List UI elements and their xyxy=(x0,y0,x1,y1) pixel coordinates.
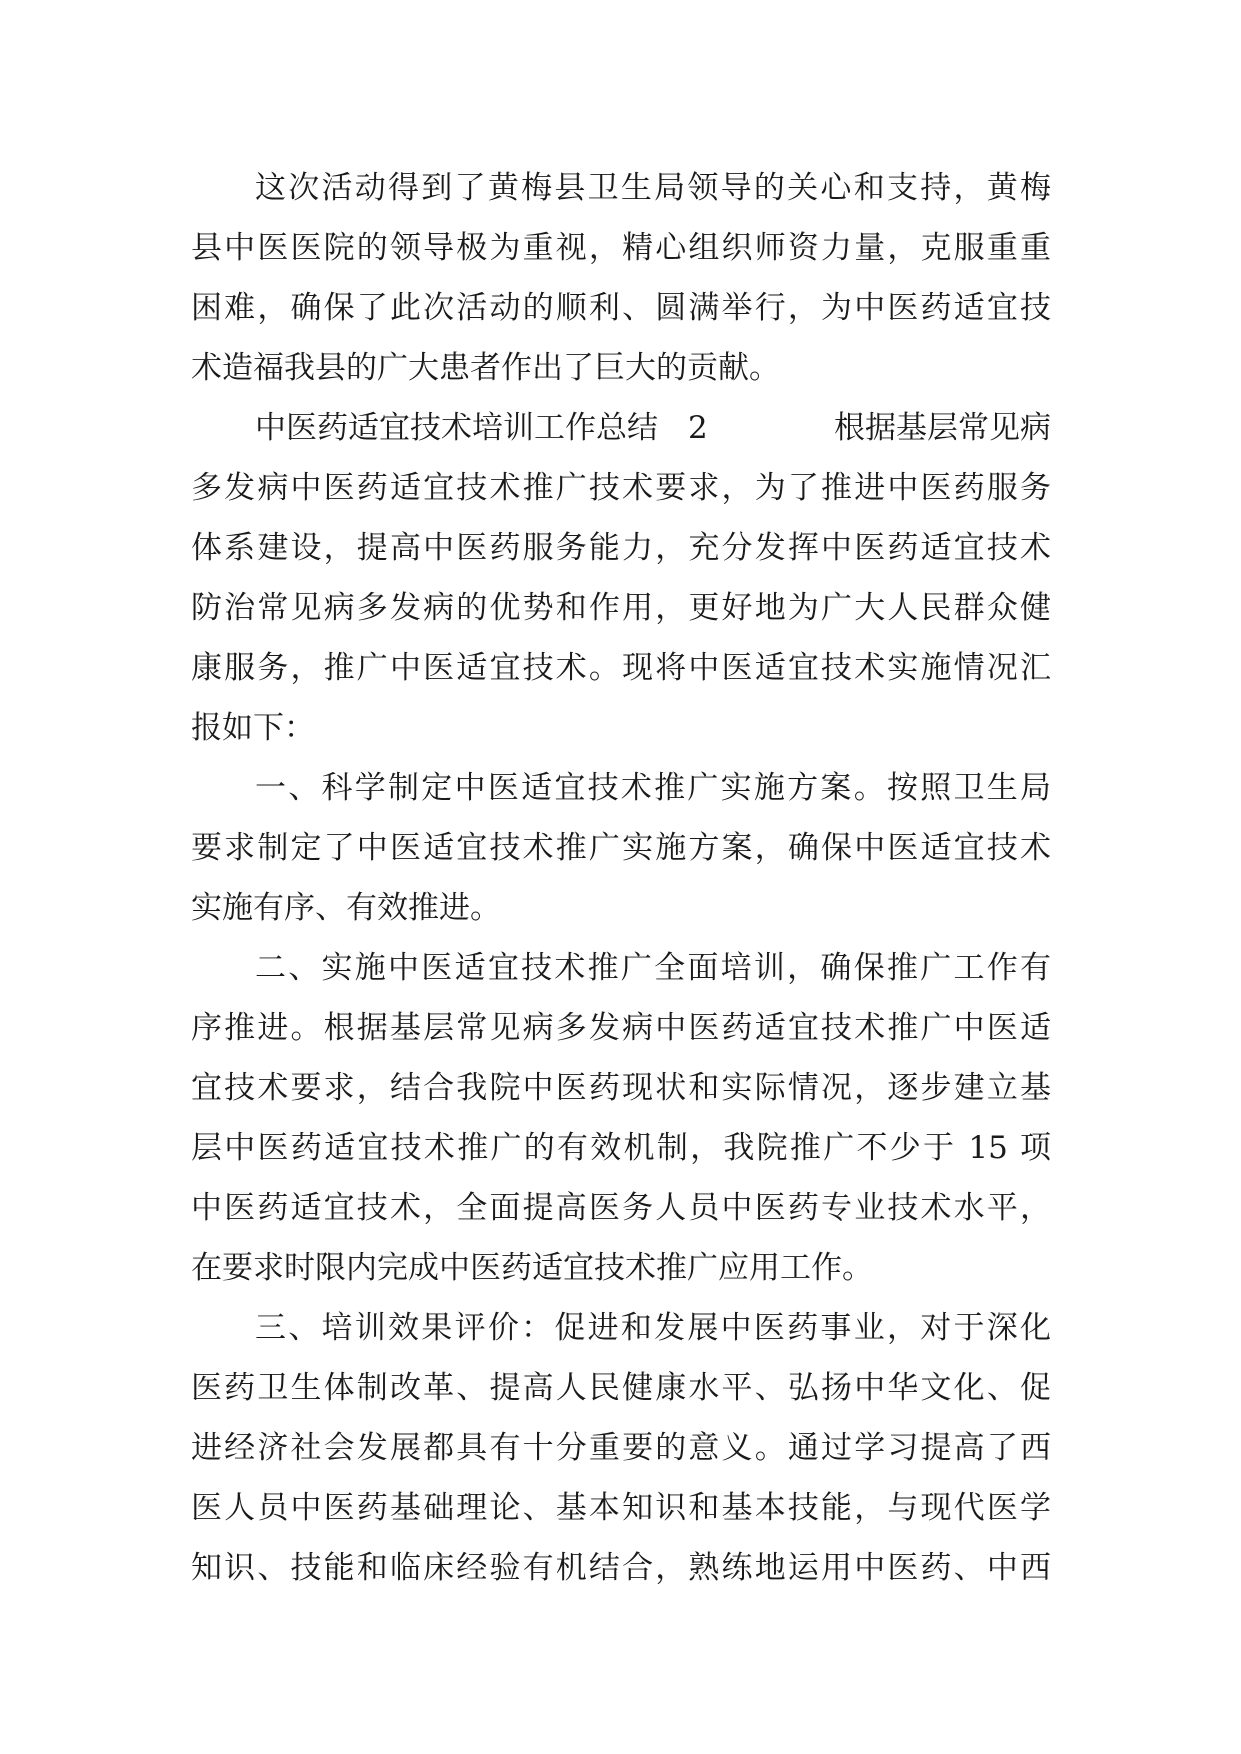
paragraph-4 xyxy=(191,938,1051,1298)
text-line: 一、科学制定中医适宜技术推广实施方案。按照卫生局 xyxy=(255,770,1051,806)
text-line: 要求制定了中医适宜技术推广实施方案，确保中医适宜技术 xyxy=(191,830,1051,866)
section-heading-title-group xyxy=(191,398,708,458)
text-line: 知识、技能和临床经验有机结合，熟练地运用中医药、中西 xyxy=(191,1550,1051,1586)
section-heading xyxy=(191,398,1051,458)
text-line: 进经济社会发展都具有十分重要的意义。通过学习提高了西 xyxy=(191,1430,1051,1466)
text-line: 宜技术要求，结合我院中医药现状和实际情况，逐步建立基 xyxy=(191,1070,1051,1106)
paragraph-5 xyxy=(191,1298,1051,1598)
section-heading-tail: 根据基层常见病 xyxy=(834,410,1051,446)
document-body xyxy=(191,158,1051,1598)
paragraph-1 xyxy=(191,158,1051,398)
paragraph-3 xyxy=(191,758,1051,938)
text-line: 体系建设，提高中医药服务能力，充分发挥中医药适宜技术 xyxy=(191,530,1051,566)
text-line: 县中医医院的领导极为重视，精心组织师资力量，克服重重 xyxy=(191,230,1051,266)
text-line: 医人员中医药基础理论、基本知识和基本技能，与现代医学 xyxy=(191,1490,1051,1526)
text-line: 防治常见病多发病的优势和作用，更好地为广大人民群众健 xyxy=(191,590,1051,626)
text-line: 在要求时限内完成中医药适宜技术推广应用工作。 xyxy=(191,1250,873,1286)
text-line: 这次活动得到了黄梅县卫生局领导的关心和支持，黄梅 xyxy=(255,170,1051,206)
text-line: 医药卫生体制改革、提高人民健康水平、弘扬中华文化、促 xyxy=(191,1370,1051,1406)
text-line: 康服务，推广中医适宜技术。现将中医适宜技术实施情况汇 xyxy=(191,650,1051,686)
text-line: 实施有序、有效推进。 xyxy=(191,890,501,926)
text-line: 多发病中医药适宜技术推广技术要求，为了推进中医药服务 xyxy=(191,470,1051,506)
section-heading-number: 2 xyxy=(688,410,708,446)
text-line: 层中医药适宜技术推广的有效机制，我院推广不少于 15 项 xyxy=(191,1130,1051,1166)
text-line: 术造福我县的广大患者作出了巨大的贡献。 xyxy=(191,350,780,386)
text-line: 困难，确保了此次活动的顺利、圆满举行，为中医药适宜技 xyxy=(191,290,1051,326)
section-heading-title: 中医药适宜技术培训工作总结 xyxy=(255,410,658,446)
text-line: 二、实施中医适宜技术推广全面培训，确保推广工作有 xyxy=(255,950,1051,986)
text-line: 序推进。根据基层常见病多发病中医药适宜技术推广中医适 xyxy=(191,1010,1051,1046)
paragraph-2 xyxy=(191,398,1051,758)
text-line: 三、培训效果评价：促进和发展中医药事业，对于深化 xyxy=(255,1310,1051,1346)
text-line: 中医药适宜技术，全面提高医务人员中医药专业技术水平， xyxy=(191,1190,1051,1226)
text-line: 报如下： xyxy=(191,710,315,746)
